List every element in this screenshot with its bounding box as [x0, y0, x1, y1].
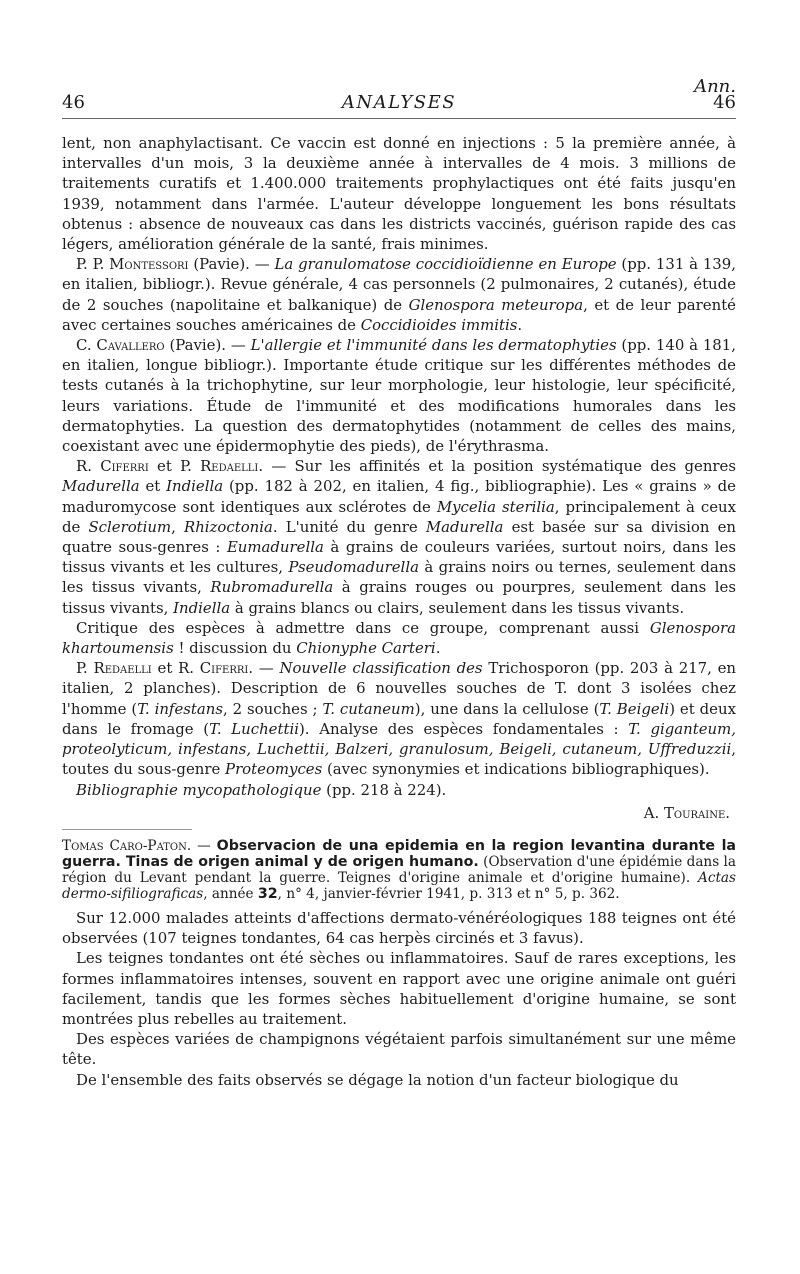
text: (pp. 218 à 224).	[321, 780, 447, 799]
genus-name: Indiella	[173, 598, 231, 617]
author: Tomas Caro-Paton	[62, 837, 187, 854]
genus-name: Eumadurella	[226, 538, 324, 557]
page-header	[62, 92, 736, 120]
text: (pp. 140 à 181, en italien, longue bibliogr.). Importante étude critique sur les différentes méthodes de tests cutanés à la trichophytine, sur leur morphologie, leur histologie, leur spécificité, leurs variations. Étude de l'immunité et des modifications humorales dans les dermatophyties. La question des dermatophytides (notamment de celles des mains, coexistant avec une épidermophytie des pieds), de l'érythrasma.	[62, 336, 736, 456]
text: (avec synonymies et indications bibliographiques).	[322, 760, 710, 779]
text: , n° 4, janvier-février 1941, p. 313 et n° 5, p. 362.	[277, 885, 620, 902]
text: . L'unité du genre	[272, 517, 426, 536]
text: (Observation d'une épidémie dans la région du Levant pendant la guerre. Teignes d'origine animale et d'origine humaine).	[62, 853, 736, 886]
text: à grains noirs ou ternes, seulement dans les tissus vivants,	[62, 558, 736, 597]
text: , 2 souches ;	[223, 699, 323, 718]
paragraph-teignes: Les teignes tondantes ont été sèches ou inflammatoires. Sauf de rares exceptions, les formes inflammatoires intenses, souvent en rapport avec une origine animale ont guéri facilement, tandis que les formes sèches habituellement d'origine humaine, se sont montrées plus rebelles au traitement.	[62, 949, 736, 1028]
entry-montessori	[62, 254, 736, 335]
header-rule	[62, 118, 736, 119]
text: . —	[186, 837, 217, 854]
entry-redaelli	[62, 658, 736, 779]
text: à grains rouges ou pourpres, seulement dans les tissus vivants,	[62, 578, 736, 617]
author: P. Redaelli	[180, 457, 259, 476]
entry-tomas-caro-paton	[62, 838, 736, 902]
text: est basée sur sa division en quatre sous-genres :	[62, 517, 737, 557]
page-number-right: 46	[713, 92, 736, 113]
author: R. Ciferri	[178, 659, 249, 678]
paragraph-critique	[62, 618, 736, 658]
text: , principalement à ceux de	[62, 497, 737, 536]
article-title: Observacion de una epidemia en la region levantina durante la guerra. Tinas de origen animal y de origen humano.	[62, 837, 737, 870]
genus-name: Mycelia sterilia	[436, 497, 555, 516]
species-name: T. cutaneum	[322, 699, 415, 718]
ann-marginal-note: Ann.	[694, 76, 736, 97]
paragraph-especes: Des espèces variées de champignons végétaient parfois simultanément sur une même tête.	[62, 1030, 736, 1069]
text: et	[151, 659, 179, 678]
volume-number: 32	[257, 885, 278, 902]
section-title: Bibliographie mycopathologique	[76, 780, 322, 799]
genus-name: Indiella	[166, 477, 224, 496]
text: et	[148, 457, 181, 476]
article-title: Nouvelle classification des	[279, 659, 483, 678]
text: ! discussion du	[173, 639, 297, 658]
text: (pp. 131 à 139, en italien, bibliogr.). Revue générale, 4 cas personnels (2 pulmonaires, 2 cutanés), étude de 2 souches (napolitaine et balkanique) de	[62, 255, 736, 314]
species-name: T. infestans	[137, 699, 223, 718]
genus-name: Pseudomadurella	[288, 558, 419, 577]
genus-name: Sclerotium	[88, 517, 172, 536]
text: . —	[248, 659, 280, 678]
species-name: Glenospora khartoumensis	[62, 618, 736, 658]
paragraph-vaccin: lent, non anaphylactisant. Ce vaccin est donné en injections : 5 la première année, à intervalles d'un mois, 3 la deuxième année à intervalles de 4 mois. 3 millions de traitements curatifs et 1.400.000 traitements prophylactiques ont été faits jusqu'en 1939, notamment dans l'armée. L'auteur développe longuement les bons résultats obtenus : absence de nouveaux cas dans les districts vaccinés, guérison rapide des cas légers, amélioration générale de la santé, frais minimes.	[62, 134, 736, 254]
page-number-left: 46	[62, 92, 85, 113]
text: . — Sur les affinités et la position systématique des genres	[258, 457, 736, 476]
text: (pp. 182 à 202, en italien, 4 fig., bibliographie). Les « grains » de maduromycose sont identiques aux sclérotes de	[62, 477, 736, 516]
paragraph-sur: Sur 12.000 malades atteints d'affections dermato-vénéréologiques 188 teignes ont été observées (107 teignes tondantes, 64 cas herpès circinés et 3 favus).	[62, 908, 736, 948]
text: ). Analyse des espèces fondamentales :	[298, 719, 629, 738]
entry-cavallero	[62, 335, 736, 456]
text: ,	[171, 517, 184, 536]
species-name: Proteomyces	[225, 760, 323, 779]
author: P. P. Montessori	[76, 255, 189, 274]
text: , et de leur parenté avec certaines souches américaines de	[62, 295, 736, 334]
author: P. Redaelli	[76, 659, 152, 678]
text: à grains de couleurs variées, surtout noirs, dans les tissus vivants et les cultures,	[62, 538, 736, 577]
species-name: Chionyphe Carteri	[296, 639, 436, 658]
genus-name: Rubromadurella	[210, 578, 334, 597]
text: (Pavie). —	[188, 255, 275, 274]
running-title: ANALYSES	[341, 92, 457, 113]
genus-name: Rhizoctonia	[184, 517, 273, 536]
signature: A. Touraine.	[643, 803, 730, 822]
text: Trichosporon (pp. 203 à 217, en italien, 2 planches). Description de 6 nouvelles souches de T. dont 3 isolées chez l'homme (	[62, 659, 737, 718]
species-name: T. Beigeli	[599, 699, 670, 718]
text: .	[517, 315, 523, 334]
text: .	[435, 639, 441, 658]
genus-name: Madurella	[62, 477, 140, 496]
species-name: Coccidioides immitis	[360, 315, 518, 334]
entry-bibliographie	[62, 780, 736, 800]
entry-ciferri	[62, 456, 736, 618]
text: (Pavie). —	[164, 336, 251, 355]
species-name: T. giganteum, proteolyticum, infestans, Luchettii, Balzeri, granulosum, Beigeli, cutaneum, Uffreduzzii	[62, 719, 736, 759]
text: , année	[203, 885, 258, 902]
text: Critique des espèces à admettre dans ce groupe, comprenant aussi	[76, 618, 650, 637]
journal-name: Actas dermo-sifiliograficas	[62, 869, 736, 902]
text: ) et deux dans le fromage (	[62, 699, 736, 738]
author: C. Cavallero	[76, 336, 165, 355]
text: ), une dans la cellulose (	[414, 699, 600, 718]
text: et	[139, 477, 167, 496]
species-name: T. Luchettii	[209, 719, 299, 738]
article-body	[62, 133, 736, 1090]
author: R. Ciferri	[76, 457, 149, 476]
article-title: L'allergie et l'immunité dans les dermatophyties	[250, 336, 617, 355]
paragraph-ensemble: De l'ensemble des faits observés se dégage la notion d'un facteur biologique du	[76, 1070, 679, 1089]
genus-name: Madurella	[425, 517, 504, 536]
separator-rule	[62, 829, 192, 830]
article-title: La granulomatose coccidioïdienne en Europe	[274, 255, 617, 274]
text: à grains blancs ou clairs, seulement dans les tissus vivants.	[230, 598, 685, 617]
text: , toutes du sous-genre	[62, 740, 736, 779]
species-name: Glenospora meteuropa	[408, 295, 584, 314]
